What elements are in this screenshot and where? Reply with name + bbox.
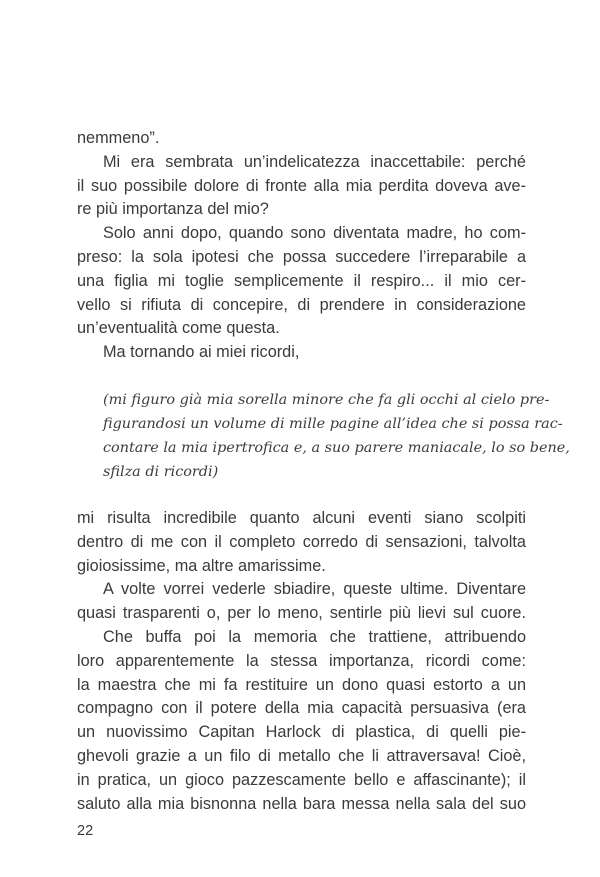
text-line: una figlia mi toglie semplicemente il respiro... il mio cer-	[77, 271, 526, 290]
text-line: re più importanza del mio?	[77, 200, 269, 219]
italic-quote	[77, 388, 570, 484]
text-line: compagno con il potere della mia capacità persuasiva (era	[77, 699, 526, 718]
text-line: il suo possibile dolore di fronte alla mia perdita doveva ave-	[77, 176, 526, 195]
quote-line: figurandosi un volume di mille pagine all’idea che si possa rac-	[103, 415, 563, 432]
text-line: un’eventualità come questa.	[77, 319, 280, 338]
page-number: 22	[77, 823, 94, 839]
text-line: gioiosissime, ma altre amarissime.	[77, 556, 326, 575]
text-line: ghevoli grazie a un filo di metallo che li attraversava! Cioè,	[77, 746, 526, 765]
text-line: la maestra che mi fa restituire un dono quasi estorto a un	[77, 675, 526, 694]
text-line: Che buffa poi la memoria che trattiene, attribuendo	[103, 627, 526, 646]
text-line: preso: la sola ipotesi che possa succedere l’irreparabile a	[77, 247, 526, 266]
paragraph-gap	[77, 365, 526, 388]
text-line: loro apparentemente la stessa importanza, ricordi come:	[77, 651, 526, 670]
text-line: dentro di me con il completo corredo di sensazioni, talvolta	[77, 532, 526, 551]
text-line: nemmeno”.	[77, 129, 160, 147]
paragraph-gap	[77, 484, 526, 507]
quote-line: sfilza di ricordi)	[103, 463, 219, 480]
text-line: A volte vorrei vederle sbiadire, queste ultime. Diventare	[103, 580, 526, 599]
text-line: mi risulta incredibile quanto alcuni eventi siano scolpiti	[77, 508, 526, 527]
text-line: vello si rifiuta di concepire, di prendere in considerazione	[77, 295, 526, 314]
text-line: quasi trasparenti o, per lo meno, sentirle più lievi sul cuore.	[77, 604, 526, 623]
page-body	[77, 127, 570, 816]
quote-line: (mi figuro già mia sorella minore che fa gli occhi al cielo pre-	[103, 391, 550, 408]
text-line: in pratica, un gioco pazzescamente bello e affascinante); il	[77, 770, 526, 789]
text-line: Solo anni dopo, quando sono diventata madre, ho com-	[103, 224, 526, 243]
text-line: saluto alla mia bisnonna nella bara messa nella sala del suo	[77, 794, 526, 813]
text-line: Ma tornando ai miei ricordi,	[103, 343, 300, 362]
quote-line: contare la mia ipertrofica e, a suo parere maniacale, lo so bene,	[103, 439, 570, 456]
text-line: un nuovissimo Capitan Harlock di plastica, di quelli pie-	[77, 723, 526, 742]
text-line: Mi era sembrata un’indelicatezza inaccettabile: perché	[103, 152, 526, 171]
